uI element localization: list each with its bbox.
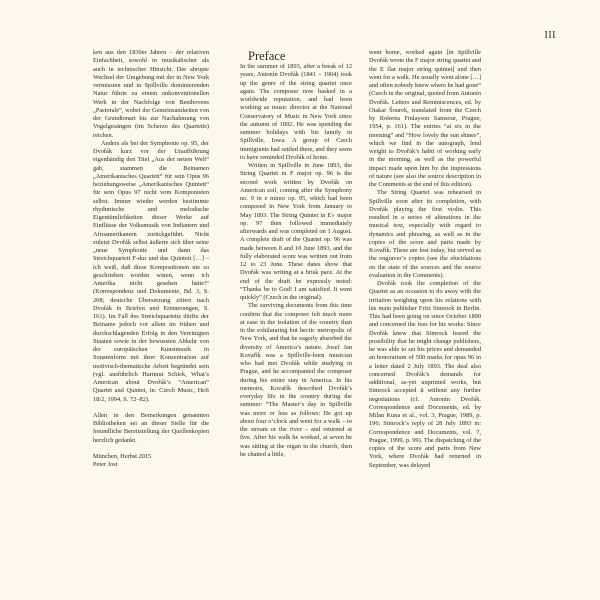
paragraph: In the summer of 1893, after a break of 12 years, Antonín Dvořák (1841 – 1904) took up the genre of the string quartet once again. The composer now basked in a worldwide reputation, and had been working as music director at the National Conservatory of Music in New York since the autumn of 1892. He was spending the summer holidays with his family in Spillville, Iowa. A group of Czech immigrants had settled there, and they seem to have reminded Dvořák of home. bbox=[240, 63, 352, 161]
english-text-column-continued bbox=[369, 49, 481, 470]
section-heading: Preface bbox=[248, 49, 286, 63]
paragraph: Dvořák took the completion of the Quartet as an occasion to do away with the irritation weighing upon his relations with his main publisher Fritz Simrock in Berlin. This had been going on since October 1890 and concerned the fees for his works: Since Dvořák knew that Simrock feared the possibility that he might change publishers, he was able to set his prices and demanded an honorarium of 500 marks for opus 96 in a letter dated 2 July 1893. The deal also concerned Dvořák’s demands for additional, as-yet unprinted works, but Simrock accepted it without any further negotiations (cf. Antonín Dvořák. Correspondence and Documents, ed. by Milan Kuna et al., vol. 3, Prague, 1989, p. 196; Simrock’s reply of 28 July 1893 in: Correspondence and Documents, vol. 7, Prague, 1999, p. 99). The dispatching of the copies of the score and parts from New York, where Dvořák had returned in September, was delayed bbox=[369, 280, 481, 469]
page-number: III bbox=[544, 30, 556, 41]
paragraph: The surviving documents from this time confirm that the composer felt much more at ease in the isolation of the country than in the exhilarating but hectic metropolis of New York, and that he eagerly absorbed the diversity of America’s nature. Josef Jan Kovařík was a Spillville-born musician who had met Dvořák while studying in Prague, and he accompanied the composer during his entire stay in America. In his memoirs, Kovařík described Dvořák’s everyday life in the country during the summer: “The Master’s day in Spillville was more or less as follows: He got up about four o’clock and went for a walk – to the stream or the river – and returned at five. After his walk he worked, at seven he was sitting at the organ in the church, then he chatted a little, bbox=[240, 302, 352, 458]
paragraph: The String Quartet was rehearsed in Spillville soon after its completion, with Dvořák playing the first violin. This resulted in a series of alterations in the musical text, especially with regard to dynamics and phrasing, as well as in the copies of the score and parts made by Kovařík. These are lost today, but served as the engraver’s copies (see the elucidations on the state of the sources and the source evaluation in the Comments). bbox=[369, 189, 481, 279]
paragraph: Anders als bei der Symphonie op. 95, der Dvořák kurz vor der Uraufführung eigenhändig den Titel „Aus der neuen Welt“ gab, stammen die Beinamen „Amerikanisches Quartett“ für sein Opus 96 beziehungsweise „Amerikanisches Quintett“ für sein Opus 97 nicht vom Komponisten selbst. Immer wieder werden bestimmte rhythmische und melodische Eigentümlichkeiten dieser Werke auf Einflüsse der Volksmusik von Indianern und Afroamerikanern zurückgeführt. Nicht zuletzt Dvořák selbst äußerte sich über seine „neue Symphonie und dann das Streichquartett F-dur und das Quintett […] – ich weiß, daß diese Kompositionen nie so geschrieben worden wären, wenn ich Amerika nicht gesehen hätte!“ (Korrespondenz und Dokumente, Bd. 3, S. 208; deutsche Übersetzung zitiert nach Dvořák in Briefen und Erinnerungen, S. 161). Im Fall des Streichquartetts dürfte der Beiname jedoch vor allem im frühen und durchschlagenden Erfolg in den Vereinigten Staaten sowie in der bewussten Abkehr von der europäischen Kunstmusik in Sonatenform mit ihrer Konzentration auf motivisch-thematische Arbeit begründet sein (vgl. ausführlich Hartmut Schick, What’s American about Dvořák’s “American” Quartet and Quintet, in: Czech Music, Heft 18/2, 1994, S. 72–82). bbox=[93, 139, 209, 403]
paragraph: ken aus den 1830er Jahren – der relativen Einfachheit, sowohl in musikalischer als auch in technischer Hinsicht. Der abrupte Wechsel der Umgebung mit der in New York vermissten und in Spillville dominierenden Natur führte zu einem unkonventionellen Werk in der Nachfolge von Beethovens „Pastorale“, wobei der Gemeinsamkeiten von der Grundtonart bis zur Nachahmung von Vogelgesängen (im Scherzo des Quartetts) reichen. bbox=[93, 49, 209, 139]
paragraph: Allen in den Bemerkungen genannten Bibliotheken sei an dieser Stelle für die freundliche Bereitstellung der Quellenkopien herzlich gedankt. bbox=[93, 411, 209, 444]
paragraph: went home, worked again [in Spillville Dvořák wrote the F major string quartet and the E flat major string quintet] and then went for a walk. He usually went alone […] and often nobody knew where he had gone” (Czech in the original, quoted from Antonín Dvořák. Letters and Reminiscences, ed. by Otakar Šourek, translated from the Czech by Roberta Finlayson Samsour, Prague, 1954, p. 161). The entries “at six in the morning” and “How lovely the sun shines”, which we find in the autograph, lend weight to Dvořák’s habit of working early in the morning, as well as the powerful impact made upon him by the impressions of nature (see also the source description in the Comments at the end of this edition). bbox=[369, 49, 481, 188]
author-name: Peter Jost bbox=[93, 461, 118, 468]
english-text-column bbox=[240, 49, 352, 459]
place-date: München, Herbst 2015 bbox=[93, 452, 152, 460]
german-text-column bbox=[93, 49, 209, 469]
paragraph: Written in Spillville in June 1893, the String Quartet in F major op. 96 is the second work written by Dvořák on American soil, coming after the Symphony no. 9 in e minor op. 95, which had been composed in New York from January to May 1893. The String Quintet in E♭ major op. 97 then followed immediately afterwards and was completed on 1 August. A complete draft of the Quartet op. 96 was made between 8 and 10 June 1893, and the fully elaborated score was written out from 12 to 23 June. These dates show that Dvořák was writing at a brisk pace. At the end of the draft he expressly noted: “Thanks be to God! I am satisfied. It went quickly” (Czech in the original). bbox=[240, 162, 352, 301]
